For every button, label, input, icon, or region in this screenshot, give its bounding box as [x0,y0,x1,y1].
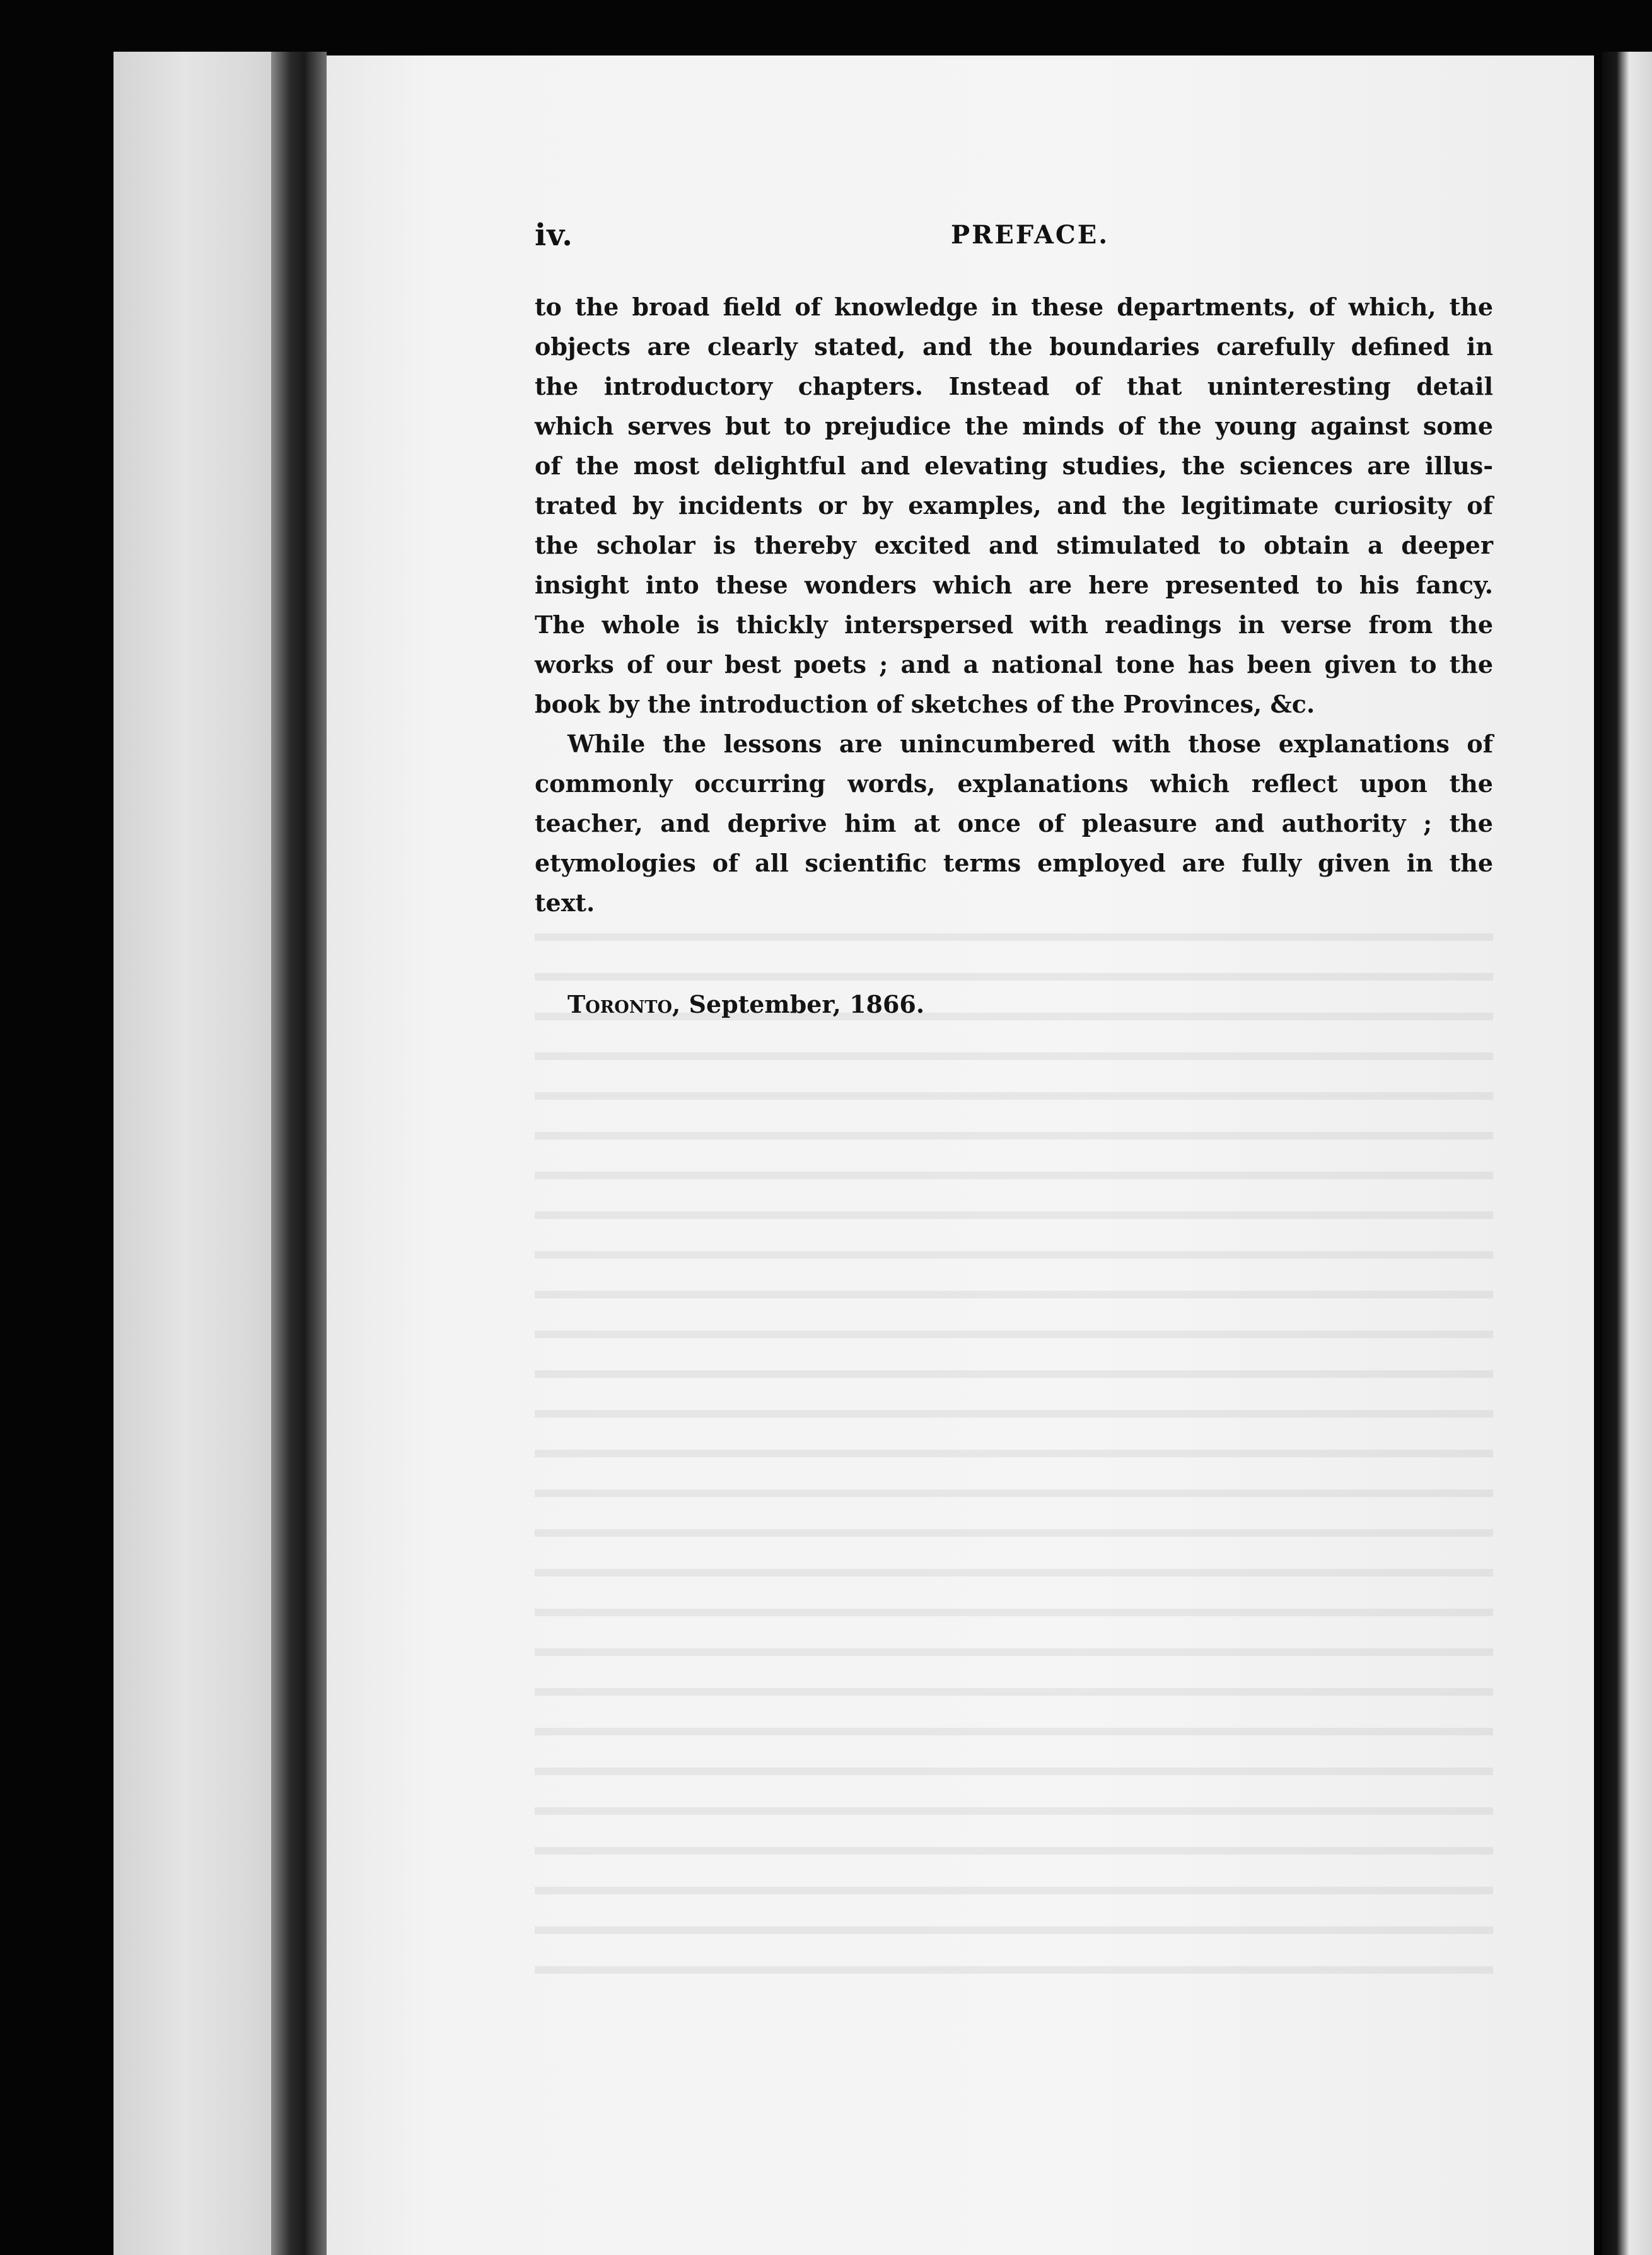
binding-shadow [271,52,327,2255]
text-line: trated by incidents or by examples, and the legitimate curiosity of [535,491,1493,520]
text-line: objects are clearly stated, and the boundaries carefully defined in [535,332,1493,361]
text-line: etymologies of all scientific terms employed are fully given in the [535,849,1493,877]
right-page-edge [1602,52,1652,2255]
text-line: which serves but to prejudice the minds of the young against some [535,412,1493,440]
text-line: works of our best poets ; and a national tone has been given to the [535,650,1493,679]
text-line: the introductory chapters. Instead of that uninteresting detail [535,372,1493,400]
signoff-place: Toronto [567,990,673,1018]
paragraph-1 [535,287,1493,724]
paragraph-2 [535,724,1493,923]
page-header [535,218,1493,262]
signoff-date-text: , September, 1866. [672,990,925,1018]
text-line: commonly occurring words, explanations which reflect upon the [535,769,1493,798]
text-line: teacher, and deprive him at once of pleasure and authority ; the [535,809,1493,837]
left-page-edge [113,52,289,2255]
text-line: book by the introduction of sketches of the Provinces, &c. [535,690,1315,718]
text-line: insight into these wonders which are here presented to his fancy. [535,571,1493,599]
text-line: of the most delightful and elevating studies, the sciences are illus- [535,452,1493,480]
text-line: While the lessons are unincumbered with those explanations of [567,730,1493,758]
signoff-date [567,990,924,1018]
running-title: PREFACE. [951,220,1110,250]
bleed-through-text [535,908,1493,1980]
text-line: to the broad field of knowledge in these departments, of which, the [535,293,1493,321]
text-line: the scholar is thereby excited and stimulated to obtain a deeper [535,531,1493,559]
text-line: The whole is thickly interspersed with readings in verse from the [535,610,1493,639]
text-line: text. [535,889,595,917]
page-number: iv. [535,218,574,253]
